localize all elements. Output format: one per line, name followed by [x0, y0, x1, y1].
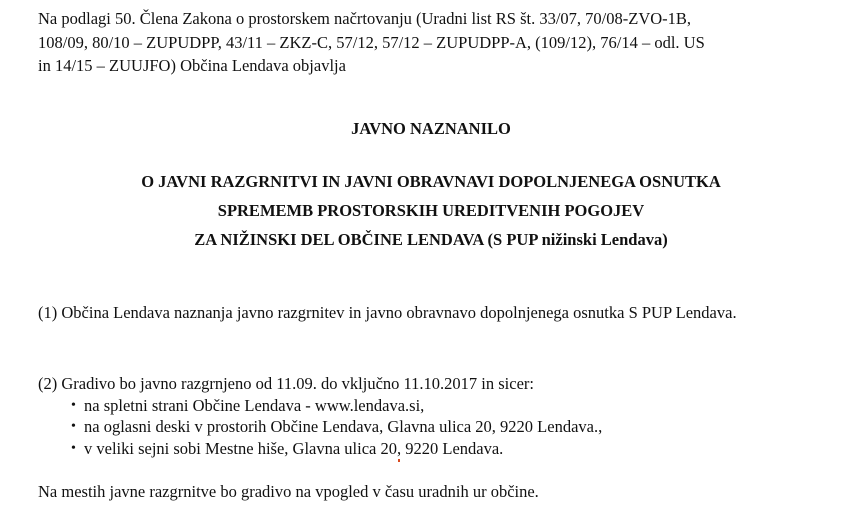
paragraph-2 [38, 373, 838, 459]
list-item-text: na spletni strani Občine Lendava - www.lendava.si, [84, 395, 425, 415]
bullet-icon: • [71, 440, 76, 456]
bullet-icon: • [71, 419, 76, 434]
bullet-icon: • [71, 397, 76, 413]
intro-line: 108/09, 80/10 – ZUPUDPP, 43/11 – ZKZ-C, 57/12, 57/12 – ZUPUDPP-A, (109/12), 76/14 – odl. US [38, 32, 705, 52]
location-list [38, 395, 838, 460]
list-item [38, 416, 838, 438]
intro-line: in 14/15 – ZUUJFO) Občina Lendava objavlja [38, 56, 346, 75]
legal-basis-paragraph [38, 7, 838, 78]
list-item-text: na oglasni deski v prostorih Občine Lendava, Glavna ulica 20, 9220 Lendava., [84, 417, 603, 436]
document-heading: JAVNO NAZNANILO [351, 119, 511, 138]
subtitle-line: O JAVNI RAZGRNITVI IN JAVNI OBRAVNAVI DOPOLNJENEGA OSNUTKA [141, 172, 721, 191]
paragraph-1: (1) Občina Lendava naznanja javno razgrnitev in javno obravnavo dopolnjenega osnutka S PUP Lendava. [38, 303, 737, 322]
paragraph-3: Na mestih javne razgrnitve bo gradivo na vpogled v času uradnih ur občine. [38, 482, 539, 501]
ink-mark [398, 459, 400, 462]
subtitle-line: ZA NIŽINSKI DEL OBČINE LENDAVA (S PUP nižinski Lendava) [194, 230, 668, 249]
subtitle-line: SPREMEMB PROSTORSKIH UREDITVENIH POGOJEV [217, 201, 645, 220]
list-item [38, 438, 838, 460]
list-item [38, 395, 838, 417]
list-item-text: v veliki sejni sobi Mestne hiše, Glavna ulica 20, 9220 Lendava. [84, 438, 504, 458]
paragraph-2-intro: (2) Gradivo bo javno razgrnjeno od 11.09. do vključno 11.10.2017 in sicer: [38, 374, 534, 393]
intro-line: Na podlagi 50. Člena Zakona o prostorskem načrtovanju (Uradni list RS št. 33/07, 70/08-ZVO-1B, [38, 9, 692, 28]
